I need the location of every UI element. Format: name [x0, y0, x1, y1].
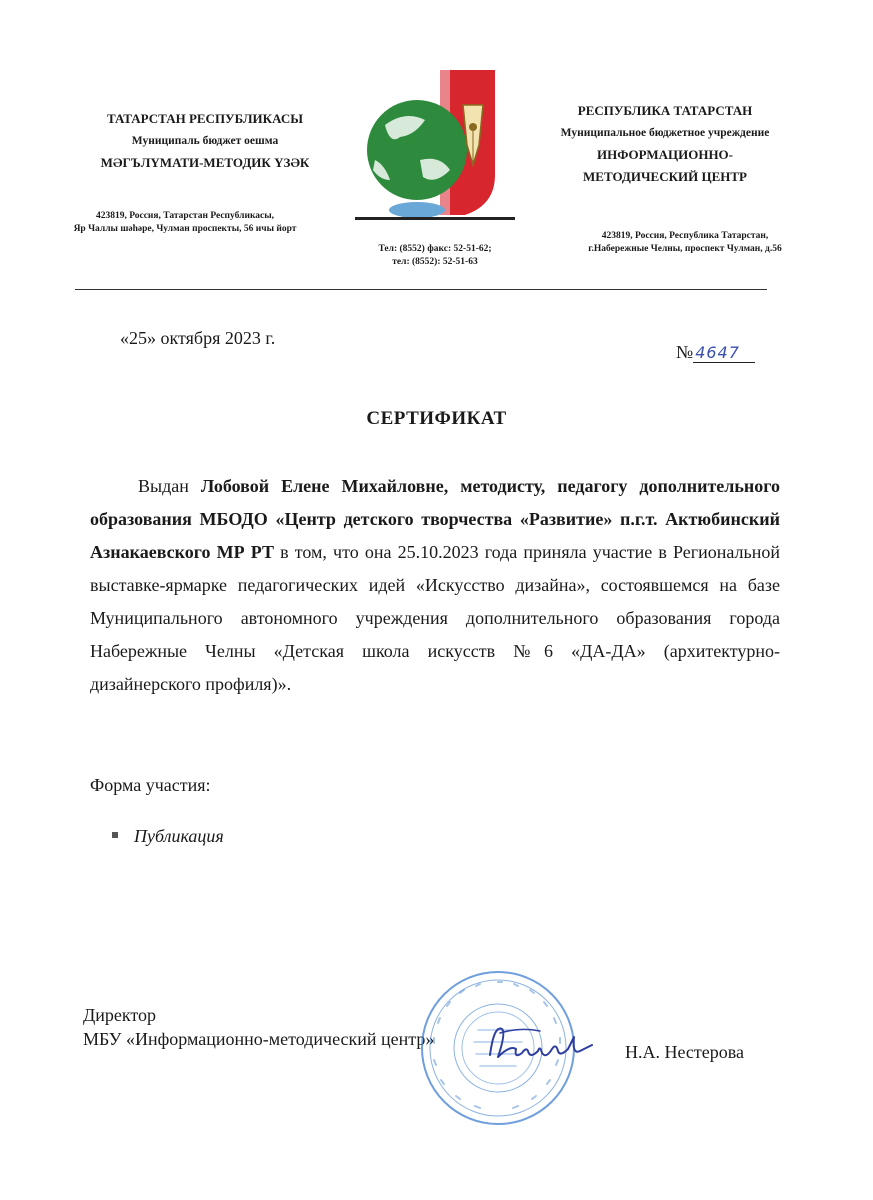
recipient-name: Лобовой Елене Михайловне, методисту, педагогу дополнительного образования МБОДО «Центр детского творчества «Развитие» п.г.т. Актюбинский Азнакаевского МР РТ	[90, 476, 780, 562]
header-divider	[75, 289, 767, 290]
header-right-republic: РЕСПУБЛИКА ТАТАРСТАН	[577, 103, 753, 118]
number-value: 4647	[693, 343, 755, 363]
certificate-body	[90, 470, 780, 701]
participation-form-value: Публикация	[134, 826, 224, 846]
header-phones	[360, 243, 510, 269]
signatory-org: МБУ «Информационно-методический центр»	[83, 1029, 435, 1049]
phone-line: тел: (8552): 52-51-63	[392, 257, 478, 267]
document-date: «25» октября 2023 г.	[120, 328, 276, 348]
address-line: Яр Чаллы шәһәре, Чулман проспекты, 56 ичы йорт	[73, 224, 297, 234]
header-left-republic: ТАТАРСТАН РЕСПУБЛИКАСЫ	[107, 111, 303, 126]
signatory-name: Н.А. Нестерова	[625, 1042, 745, 1062]
header-right-org-type: Муниципальное бюджетное учреждение	[560, 127, 770, 139]
participation-form-item	[112, 826, 224, 847]
address-line: г.Набережные Челны, проспект Чулман, д.56	[588, 244, 782, 254]
header-left-org-type: Муниципаль бюджет оешма	[131, 135, 279, 147]
phone-line: Тел: (8552) факс: 52-51-62;	[378, 244, 492, 254]
certificate-title: СЕРТИФИКАТ	[366, 408, 507, 429]
signatory-title: Директор	[83, 1005, 157, 1025]
body-intro: Выдан	[138, 476, 201, 496]
signature-icon	[480, 1015, 600, 1075]
header-right-org-name-2: МЕТОДИЧЕСКИЙ ЦЕНТР	[583, 169, 747, 184]
header-left	[40, 108, 370, 174]
address-line: 423819, Россия, Татарстан Республикасы,	[95, 211, 275, 221]
org-logo-icon	[355, 65, 515, 230]
header-left-org-name: МӘГЪЛҮМАТИ-МЕТОДИК ҮЗӘК	[100, 155, 310, 170]
document-number	[676, 342, 755, 363]
bullet-icon	[112, 832, 118, 838]
number-prefix: №	[676, 342, 694, 362]
signatory-role	[83, 1003, 434, 1051]
header-right-address	[560, 230, 810, 256]
header-left-address	[40, 210, 330, 236]
address-line: 423819, Россия, Республика Татарстан,	[601, 231, 769, 241]
body-rest: в том, что она 25.10.2023 года приняла участие в Региональной выставке-ярмарке педагогических идей «Искусство дизайна», состоявшемся на базе Муниципального автономного учреждения дополнительного образования города Набережные Челны «Детская школа искусств №6 «ДА-ДА» (архитектурно-дизайнерского профиля)».	[90, 542, 780, 694]
header-right	[520, 100, 810, 188]
participation-form-label: Форма участия:	[90, 775, 211, 795]
header-right-org-name-1: ИНФОРМАЦИОННО-	[596, 147, 733, 162]
